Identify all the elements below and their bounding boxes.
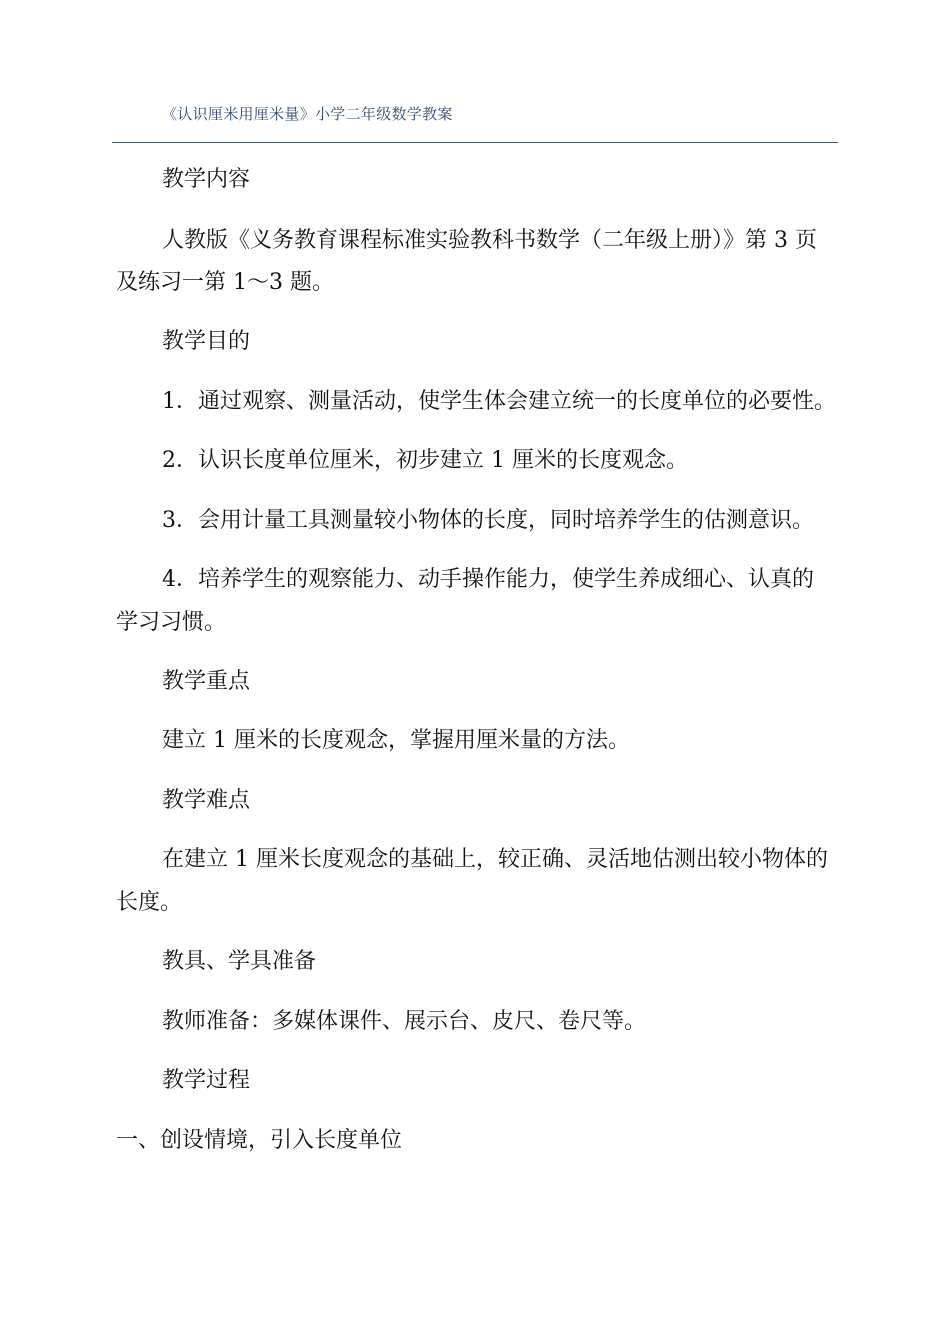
heading-difficulties: 教学难点 — [162, 788, 251, 813]
heading-key-points: 教学重点 — [162, 669, 251, 694]
section-heading-1: 一、创设情境，引入长度单位 — [116, 1128, 403, 1153]
goal-item-3: 3．会用计量工具测量较小物体的长度，同时培养学生的估测意识。 — [162, 508, 814, 533]
paragraph-materials: 教师准备：多媒体课件、展示台、皮尺、卷尺等。 — [162, 1009, 647, 1034]
heading-teaching-process: 教学过程 — [162, 1068, 251, 1093]
goal-item-4-line-1: 4．培养学生的观察能力、动手操作能力，使学生养成细心、认真的 — [162, 567, 814, 592]
paragraph-difficulties-line-2: 长度。 — [116, 890, 183, 915]
page-header-title: 《认识厘米用厘米量》小学二年级数学教案 — [162, 105, 453, 123]
goal-item-1: 1．通过观察、测量活动，使学生体会建立统一的长度单位的必要性。 — [162, 389, 836, 414]
paragraph-textbook-line-1: 人教版《义务教育课程标准实验教科书数学（二年级上册）》第 3 页 — [162, 228, 817, 253]
paragraph-difficulties-line-1: 在建立 1 厘米长度观念的基础上，较正确、灵活地估测出较小物体的 — [162, 847, 828, 872]
heading-teaching-goals: 教学目的 — [162, 329, 251, 354]
paragraph-textbook-line-2: 及练习一第 1～3 题。 — [116, 270, 334, 295]
goal-item-2: 2．认识长度单位厘米，初步建立 1 厘米的长度观念。 — [162, 448, 688, 473]
paragraph-key-points: 建立 1 厘米的长度观念，掌握用厘米量的方法。 — [162, 728, 630, 753]
goal-item-4-line-2: 学习习惯。 — [116, 610, 227, 635]
heading-teaching-content: 教学内容 — [162, 167, 251, 192]
heading-materials: 教具、学具准备 — [162, 949, 317, 974]
header-divider — [112, 142, 838, 143]
